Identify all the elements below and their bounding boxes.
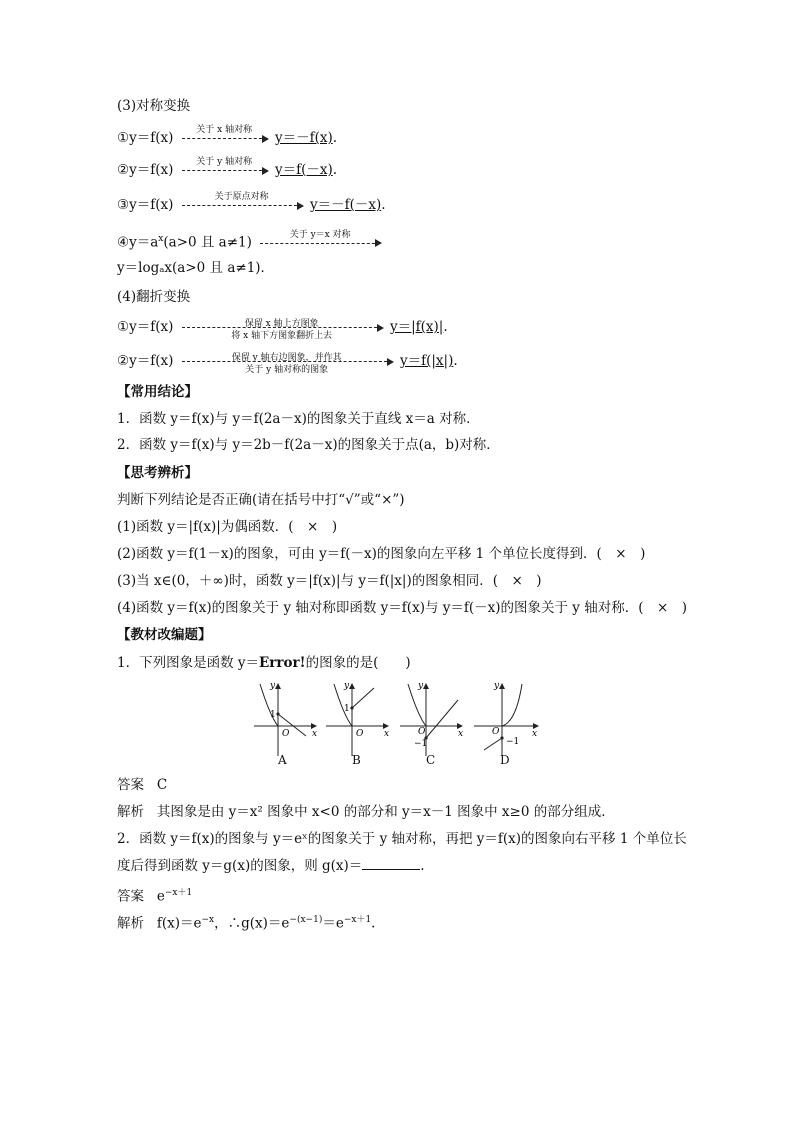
textbook-heading: 【教材改编题】 bbox=[117, 627, 212, 643]
dashed-arrow bbox=[182, 125, 267, 139]
arrow-label-top: 保留 x 轴上方图象 bbox=[244, 319, 319, 329]
graph-c bbox=[400, 681, 463, 756]
rule-left: ②y＝f(x) bbox=[117, 353, 174, 369]
tick-label: −1 bbox=[506, 737, 520, 747]
answer-blank bbox=[362, 857, 420, 870]
problem-2-question-line2: 度后得到函数 y＝g(x)的图象，则 g(x)＝ . bbox=[117, 858, 425, 874]
rule-right: y＝|f(x)| bbox=[389, 319, 444, 335]
symmetry-rule-4: $④y=a^x(a>0$ 且 a≠1) 关于 y＝x 对称 bbox=[117, 230, 384, 252]
y-axis-label: y bbox=[270, 681, 276, 691]
answer-label: 答案 bbox=[117, 888, 144, 905]
symmetry-rule-3: ③y＝f(x) 关于原点对称 y＝－f(－x). bbox=[117, 192, 386, 213]
y-axis-label: y bbox=[494, 681, 500, 691]
problem-1-analysis: 解析 其图象是由 y＝x² 图象中 x<0 的部分和 y＝x－1 图象中 x≥0 的部分组成． bbox=[117, 804, 615, 820]
graph-caption-a: A bbox=[278, 753, 287, 767]
tick-label: −1 bbox=[414, 739, 428, 749]
graph-b bbox=[326, 681, 389, 756]
x-axis-label: x bbox=[532, 729, 538, 739]
origin-label: O bbox=[492, 727, 500, 737]
dashed-arrow bbox=[260, 229, 380, 244]
common-conclusions-heading: 【常用结论】 bbox=[117, 384, 198, 400]
dashed-arrow bbox=[182, 157, 267, 171]
tick-label: 1 bbox=[344, 704, 350, 714]
arrow-label-bottom: 关于 y 轴对称的图象 bbox=[245, 365, 329, 375]
rule-right: y＝f(－x) bbox=[274, 162, 333, 178]
y-axis-label: y bbox=[418, 681, 424, 691]
graph-caption-c: C bbox=[426, 753, 436, 767]
thinking-intro: 判断下列结论是否正确(请在括号中打“√”或“×”) bbox=[117, 492, 405, 508]
thinking-q4: (4)函数 y＝f(x)的图象关于 y 轴对称即函数 y＝f(x)与 y＝f(－x)的图象关于 y 轴对称．( × ) bbox=[117, 600, 688, 616]
symmetry-rule-2: ②y＝f(x) 关于 y 轴对称 y＝f(－x). bbox=[117, 157, 338, 178]
graph-caption-d: D bbox=[500, 753, 510, 767]
arrow-label: 关于 y 轴对称 bbox=[196, 157, 253, 167]
y-axis-label: y bbox=[344, 681, 350, 691]
problem-2-answer: 答案 $e^{-x+1}$ bbox=[117, 888, 193, 905]
problem-2-analysis: 解析 $f(x)=e^{-x}$，$\therefore g(x)=e^{-(x-1)}=e^{-x+1}$. bbox=[117, 915, 376, 932]
x-axis-label: x bbox=[312, 729, 318, 739]
thinking-q2: (2)函数 y＝f(1－x)的图象，可由 y＝f(－x)的图象向左平移 1 个单位长度得到．( × ) bbox=[117, 546, 646, 562]
answer-value: C bbox=[156, 777, 168, 793]
analysis-label: 解析 bbox=[117, 915, 144, 932]
rule-right: y＝f(|x|) bbox=[399, 353, 454, 369]
graph-a bbox=[254, 681, 317, 756]
rule-left: ④y＝a bbox=[117, 234, 159, 251]
rule-left: ①y＝f(x) bbox=[117, 130, 174, 146]
x-axis-label: x bbox=[384, 729, 390, 739]
rule-right: y＝－f(x) bbox=[274, 130, 333, 146]
analysis-label: 解析 bbox=[117, 804, 144, 820]
arrow-label: 关于 y＝x 对称 bbox=[289, 229, 351, 240]
arrow-label: 关于 x 轴对称 bbox=[196, 125, 253, 135]
answer-label: 答案 bbox=[117, 777, 144, 793]
thinking-q3: (3)当 x∈(0，＋∞)时，函数 y＝|f(x)|与 y＝f(|x|)的图象相同．( × ) bbox=[117, 573, 542, 589]
symmetry-rule-4-result: y＝logₐx(a>0 且 a≠1)． bbox=[117, 260, 275, 276]
dashed-arrow bbox=[182, 192, 302, 206]
symmetry-rule-1: ①y＝f(x) 关于 x 轴对称 y＝－f(x). bbox=[117, 125, 338, 146]
rule-left: ①y＝f(x) bbox=[117, 319, 174, 335]
arrow-label: 关于原点对称 bbox=[214, 192, 269, 202]
tick-label: 1 bbox=[270, 710, 276, 720]
rule-condition: (a>0 且 a≠1) bbox=[163, 234, 252, 251]
graph-caption-b: B bbox=[352, 753, 361, 767]
flip-rule-2: ②y＝f(x) 保留 y 轴右边图象，并作其 关于 y 轴对称的图象 y＝f(|x|). bbox=[117, 353, 458, 375]
flip-rule-1: ①y＝f(x) 保留 x 轴上方图象 将 x 轴下方图象翻折上去 y＝|f(x)|. bbox=[117, 319, 448, 341]
section-heading-flip: (4)翻折变换 bbox=[117, 289, 191, 305]
problem-2-question-line1: 2．函数 y＝f(x)的图象与 y＝eˣ的图象关于 y 轴对称，再把 y＝f(x)的图象向右平移 1 个单位长 bbox=[117, 831, 687, 847]
graph-d bbox=[474, 681, 538, 756]
arrow-label-bottom: 将 x 轴下方图象翻折上去 bbox=[231, 331, 333, 341]
conclusion-1: 1．函数 y＝f(x)与 y＝f(2a－x)的图象关于直线 x＝a 对称． bbox=[117, 411, 480, 427]
x-axis-label: x bbox=[458, 729, 464, 739]
origin-label: O bbox=[356, 729, 364, 739]
rule-left: ②y＝f(x) bbox=[117, 162, 174, 178]
section-heading-symmetry: (3)对称变换 bbox=[117, 98, 191, 114]
arrow-label-top: 保留 y 轴右边图象，并作其 bbox=[231, 353, 342, 363]
problem-1-question: 1．下列图象是函数 y＝Error!的图象的是( ) bbox=[117, 655, 411, 671]
problem-1-answer bbox=[117, 776, 167, 794]
thinking-q1: (1)函数 y＝|f(x)|为偶函数．( × ) bbox=[117, 519, 338, 535]
thinking-heading: 【思考辨析】 bbox=[117, 465, 198, 481]
conclusion-2: 2．函数 y＝f(x)与 y＝2b－f(2a－x)的图象关于点(a，b)对称． bbox=[117, 437, 500, 453]
origin-label: O bbox=[282, 729, 290, 739]
rule-left: ③y＝f(x) bbox=[117, 197, 174, 213]
rule-right: y＝－f(－x) bbox=[309, 197, 382, 213]
origin-label: O bbox=[418, 727, 426, 737]
